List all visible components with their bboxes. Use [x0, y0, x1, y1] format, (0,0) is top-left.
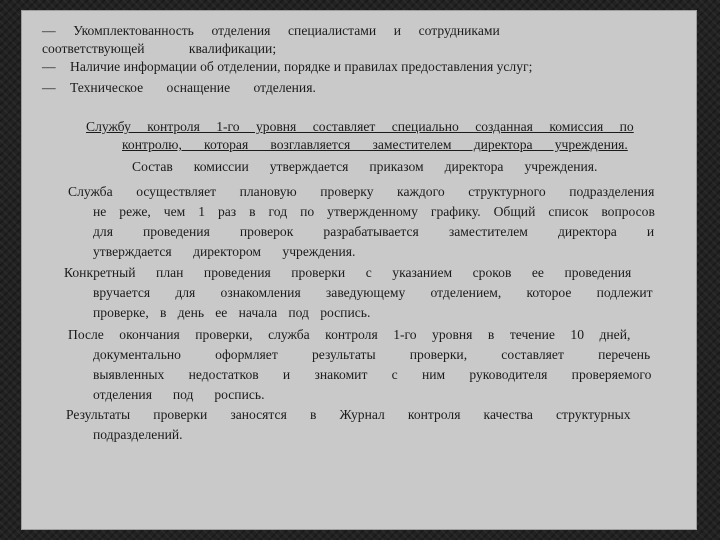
paragraph-3-line-3: для проведения проверок разрабатывается заместителем директора и: [93, 224, 655, 239]
paragraph-5-line-1: После окончания проверки, служба контроля 1-го уровня в течение 10 дней,: [68, 327, 631, 342]
list-item-3-dash: —: [42, 80, 56, 95]
list-item-2-text: Наличие информации об отделении, порядке и правилах предоставления услуг;: [70, 59, 533, 74]
list-item-3-text: Техническое оснащение отделения.: [70, 80, 316, 95]
slide-text: [22, 11, 696, 529]
paragraph-5-line-2: документально оформляет результаты проверки, составляет перечень: [93, 347, 651, 362]
paragraph-4-line-2: вручается для ознакомления заведующему отделением, которое подлежит: [93, 285, 653, 300]
paragraph-5-line-3: выявленных недостатков и знакомит с ним руководителя проверяемого: [93, 367, 652, 382]
paragraph-4-line-1: Конкретный план проведения проверки с указанием сроков ее проведения: [64, 265, 632, 280]
paragraph-4-line-3: проверке, в день ее начала под роспись.: [93, 305, 371, 320]
list-item-1-line-1: — Укомплектованность отделения специалистами и сотрудниками: [42, 23, 500, 38]
paragraph-1-line-2: контролю, которая возглавляется заместителем директора учреждения.: [122, 137, 628, 152]
paragraph-2-line-1: Состав комиссии утверждается приказом директора учреждения.: [132, 159, 598, 174]
list-item-1-line-2: соответствующей квалификации;: [42, 41, 277, 56]
list-item-2-dash: —: [42, 59, 56, 74]
paragraph-3-line-1: Служба осуществляет плановую проверку каждого структурного подразделения: [68, 184, 655, 199]
paragraph-3-line-2: не реже, чем 1 раз в год по утвержденному графику. Общий список вопросов: [93, 204, 655, 219]
paragraph-6-line-1: Результаты проверки заносятся в Журнал контроля качества структурных: [66, 407, 631, 422]
paragraph-1-line-1: Службу контроля 1-го уровня составляет специально созданная комиссия по: [86, 119, 634, 134]
paragraph-5-line-4: отделения под роспись.: [93, 387, 265, 402]
content-panel: [22, 11, 696, 529]
paragraph-6-line-2: подразделений.: [93, 427, 183, 442]
paragraph-3-line-4: утверждается директором учреждения.: [93, 244, 356, 259]
